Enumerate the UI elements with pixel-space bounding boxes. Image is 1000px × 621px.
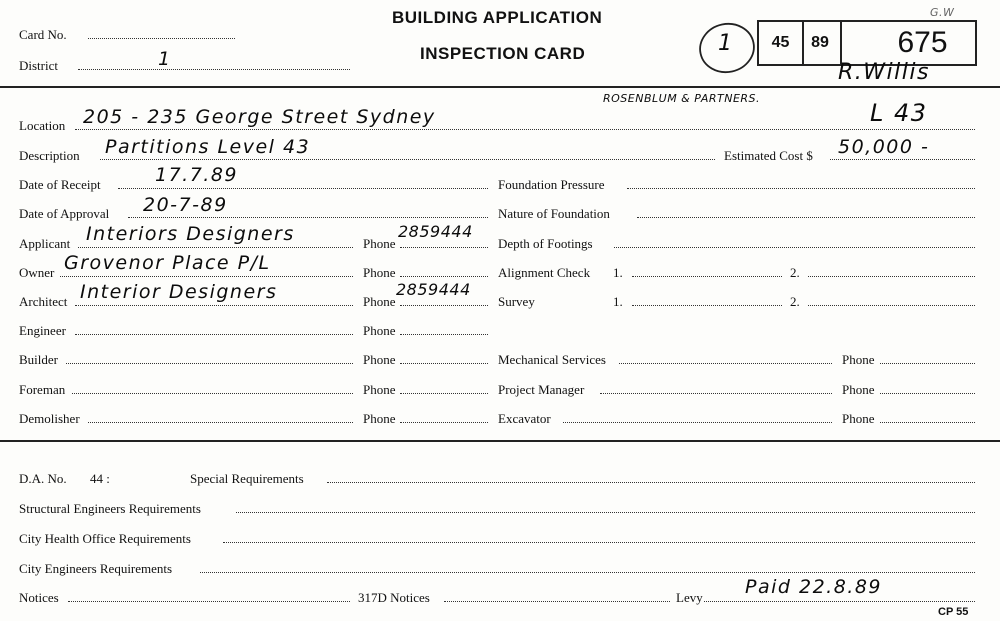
project-manager-line bbox=[600, 393, 832, 394]
owner-value: Grovenor Place P/L bbox=[64, 252, 271, 274]
section-rule bbox=[0, 440, 1000, 442]
foundation-pressure-label: Foundation Pressure bbox=[498, 177, 605, 192]
description-label: Description bbox=[19, 148, 80, 163]
demolisher-phone-line bbox=[400, 422, 488, 423]
levy-value: Paid 22.8.89 bbox=[745, 576, 883, 598]
circled-number: 1 bbox=[718, 31, 734, 56]
builder-label: Builder bbox=[19, 352, 58, 367]
card-box-1-value: 45 bbox=[771, 34, 790, 51]
card-title-line2: INSPECTION CARD bbox=[420, 44, 586, 63]
date-approval-label: Date of Approval bbox=[19, 206, 110, 221]
health-requirements-label: City Health Office Requirements bbox=[19, 531, 191, 546]
excavator-phone-line bbox=[880, 422, 975, 423]
district-value: 1 bbox=[158, 48, 172, 70]
engineer-phone-line bbox=[400, 334, 488, 335]
foreman-line bbox=[72, 393, 353, 394]
demolisher-phone-label: Phone bbox=[363, 411, 396, 426]
levy-label: Levy bbox=[676, 590, 703, 605]
card-box-3-value: 675 bbox=[897, 26, 948, 59]
depth-footings-label: Depth of Footings bbox=[498, 236, 593, 251]
city-engineers-label: City Engineers Requirements bbox=[19, 561, 173, 576]
architect-phone-line bbox=[400, 305, 488, 306]
alignment-check-1-line bbox=[632, 276, 782, 277]
description-line bbox=[100, 159, 715, 160]
alignment-check-label: Alignment Check bbox=[498, 265, 591, 280]
card-no-line bbox=[88, 38, 235, 39]
excavator-label: Excavator bbox=[498, 411, 551, 426]
alignment-check-1: 1. bbox=[613, 265, 623, 280]
architect-label: Architect bbox=[19, 294, 68, 309]
special-requirements-label: Special Requirements bbox=[190, 471, 304, 486]
engineer-label: Engineer bbox=[19, 323, 66, 338]
location-level: L 43 bbox=[870, 99, 928, 127]
estimated-cost-value: 50,000 - bbox=[838, 136, 930, 158]
foundation-pressure-line bbox=[627, 188, 975, 189]
card-box-2-value: 89 bbox=[811, 34, 829, 51]
survey-1: 1. bbox=[613, 294, 623, 309]
location-line bbox=[75, 129, 975, 130]
card-title-line1: BUILDING APPLICATION bbox=[392, 8, 603, 27]
location-value: 205 - 235 George Street Sydney bbox=[83, 106, 436, 128]
nature-foundation-line bbox=[637, 217, 975, 218]
structural-requirements-label: Structural Engineers Requirements bbox=[19, 501, 201, 516]
date-receipt-line bbox=[118, 188, 488, 189]
builder-line bbox=[66, 363, 353, 364]
location-label: Location bbox=[19, 118, 66, 133]
survey-1-line bbox=[632, 305, 782, 306]
owner-label: Owner bbox=[19, 265, 55, 280]
notices-317d-label: 317D Notices bbox=[358, 590, 430, 605]
project-manager-phone-line bbox=[880, 393, 975, 394]
estimated-cost-line bbox=[830, 159, 975, 160]
mechanical-phone-line bbox=[880, 363, 975, 364]
special-requirements-line bbox=[327, 482, 975, 483]
alignment-check-2: 2. bbox=[790, 265, 800, 280]
mechanical-phone-label: Phone bbox=[842, 352, 875, 367]
header-rule bbox=[0, 86, 1000, 88]
demolisher-line bbox=[88, 422, 353, 423]
applicant-phone-value: 2859444 bbox=[398, 222, 473, 241]
depth-footings-line bbox=[614, 247, 975, 248]
excavator-line bbox=[563, 422, 832, 423]
signature: R.Willis bbox=[838, 60, 930, 85]
notices-label: Notices bbox=[19, 590, 59, 605]
architect-value: Interior Designers bbox=[80, 281, 278, 303]
levy-line bbox=[704, 601, 975, 602]
excavator-phone-label: Phone bbox=[842, 411, 875, 426]
structural-requirements-line bbox=[236, 512, 975, 513]
notices-line bbox=[68, 601, 350, 602]
date-receipt-label: Date of Receipt bbox=[19, 177, 101, 192]
engineer-phone-label: Phone bbox=[363, 323, 396, 338]
da-no-value: 44 : bbox=[90, 471, 110, 486]
survey-label: Survey bbox=[498, 294, 535, 309]
applicant-value: Interiors Designers bbox=[86, 223, 295, 245]
architect-phone-value: 2859444 bbox=[396, 280, 471, 299]
card-no-label: Card No. bbox=[19, 27, 67, 42]
owner-phone-line bbox=[400, 276, 488, 277]
form-code: CP 55 bbox=[938, 606, 969, 618]
da-no-label: D.A. No. bbox=[19, 471, 67, 486]
foreman-phone-line bbox=[400, 393, 488, 394]
nature-foundation-label: Nature of Foundation bbox=[498, 206, 610, 221]
card-box-1 bbox=[757, 20, 804, 66]
survey-2: 2. bbox=[790, 294, 800, 309]
health-requirements-line bbox=[223, 542, 975, 543]
description-value: Partitions Level 43 bbox=[105, 136, 311, 158]
foreman-label: Foreman bbox=[19, 382, 66, 397]
owner-phone-label: Phone bbox=[363, 265, 396, 280]
location-note: ROSENBLUM & PARTNERS. bbox=[603, 92, 761, 105]
architect-phone-label: Phone bbox=[363, 294, 396, 309]
mechanical-line bbox=[619, 363, 832, 364]
alignment-check-2-line bbox=[808, 276, 975, 277]
district-label: District bbox=[19, 58, 58, 73]
builder-phone-label: Phone bbox=[363, 352, 396, 367]
demolisher-label: Demolisher bbox=[19, 411, 80, 426]
applicant-line bbox=[78, 247, 353, 248]
foreman-phone-label: Phone bbox=[363, 382, 396, 397]
builder-phone-line bbox=[400, 363, 488, 364]
mechanical-label: Mechanical Services bbox=[498, 352, 606, 367]
survey-2-line bbox=[808, 305, 975, 306]
applicant-phone-label: Phone bbox=[363, 236, 396, 251]
date-approval-line bbox=[128, 217, 488, 218]
applicant-label: Applicant bbox=[19, 236, 71, 251]
date-approval-value: 20-7-89 bbox=[143, 194, 228, 216]
applicant-phone-line bbox=[400, 247, 488, 248]
date-receipt-value: 17.7.89 bbox=[155, 164, 239, 186]
owner-line bbox=[60, 276, 353, 277]
district-line bbox=[78, 69, 350, 70]
notices-317d-line bbox=[444, 601, 670, 602]
project-manager-phone-label: Phone bbox=[842, 382, 875, 397]
city-engineers-line bbox=[200, 572, 975, 573]
top-right-initials: G.W bbox=[930, 6, 955, 19]
engineer-line bbox=[75, 334, 353, 335]
project-manager-label: Project Manager bbox=[498, 382, 585, 397]
card-box-2 bbox=[800, 20, 842, 66]
architect-line bbox=[75, 305, 353, 306]
estimated-cost-label: Estimated Cost $ bbox=[724, 148, 813, 163]
